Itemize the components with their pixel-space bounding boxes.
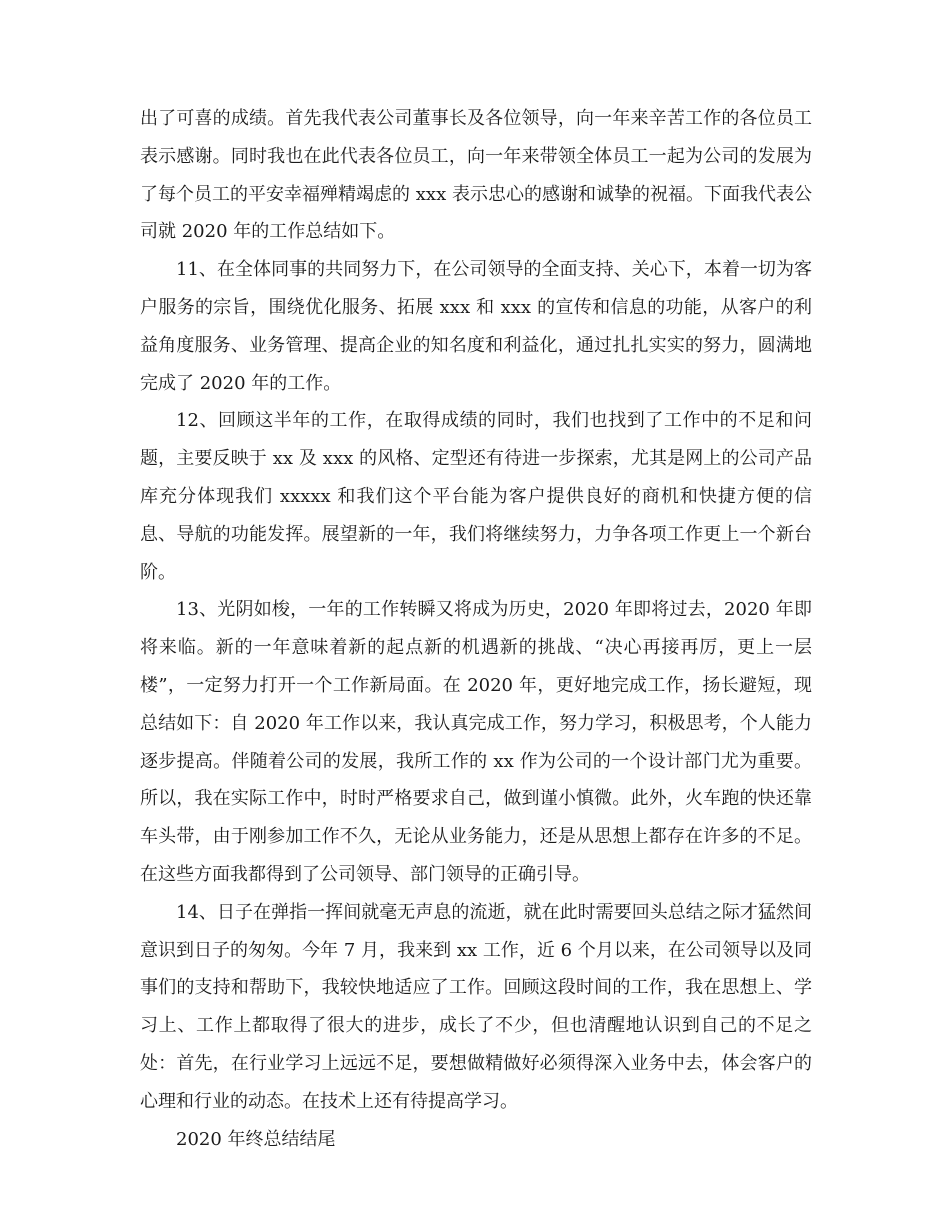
paragraph-item-11: 11、在全体同事的共同努力下，在公司领导的全面支持、关心下，本着一切为客户服务的宗旨，围绕优化服务、拓展 xxx 和 xxx 的宣传和信息的功能，从客户的利益角度服务、业务管理、提高企业的知名度和利益化，通过扎扎实实的努力，圆满地完成了 2020 年的工作。 [140, 259, 812, 394]
document-body [140, 100, 812, 1158]
paragraph-item-12: 12、回顾这半年的工作，在取得成绩的同时，我们也找到了工作中的不足和问题，主要反映于 xx 及 xxx 的风格、定型还有待进一步探索，尤其是网上的公司产品库充分体现我们 xxxxx 和我们这个平台能为客户提供良好的商机和快捷方便的信息、导航的功能发挥。展望新的一年，我们将继续努力，力争各项工作更上一个新台阶。 [140, 410, 812, 583]
paragraph-item-13: 13、光阴如梭，一年的工作转瞬又将成为历史，2020 年即将过去，2020 年即将来临。新的一年意味着新的起点新的机遇新的挑战、“决心再接再厉，更上一层楼”，一定努力打开一个工作新局面。在 2020 年，更好地完成工作，扬长避短，现总结如下：自 2020 年工作以来，我认真完成工作，努力学习，积极思考，个人能力逐步提高。伴随着公司的发展，我所工作的 xx 作为公司的一个设计部门尤为重要。所以，我在实际工作中，时时严格要求自己，做到谨小慎微。此外，火车跑的快还靠车头带，由于刚参加工作不久，无论从业务能力，还是从思想上都存在许多的不足。在这些方面我都得到了公司领导、部门领导的正确引导。 [140, 599, 812, 885]
paragraph-continuation: 出了可喜的成绩。首先我代表公司董事长及各位领导，向一年来辛苦工作的各位员工表示感谢。同时我也在此代表各位员工，向一年来带领全体员工一起为公司的发展为了每个员工的平安幸福殚精竭虑的 xxx 表示忠心的感谢和诚挚的祝福。下面我代表公司就 2020 年的工作总结如下。 [140, 108, 812, 243]
closing-heading: 2020 年终总结结尾 [176, 1128, 336, 1150]
paragraph-item-14: 14、日子在弹指一挥间就毫无声息的流逝，就在此时需要回头总结之际才猛然间意识到日子的匆匆。今年 7 月，我来到 xx 工作，近 6 个月以来，在公司领导以及同事们的支持和帮助下，我较快地适应了工作。回顾这段时间的工作，我在思想上、学习上、工作上都取得了很大的进步，成长了不少，但也清醒地认识到自己的不足之处：首先，在行业学习上远远不足，要想做精做好必须得深入业务中去，体会客户的心理和行业的动态。在技术上还有待提高学习。 [140, 901, 812, 1112]
